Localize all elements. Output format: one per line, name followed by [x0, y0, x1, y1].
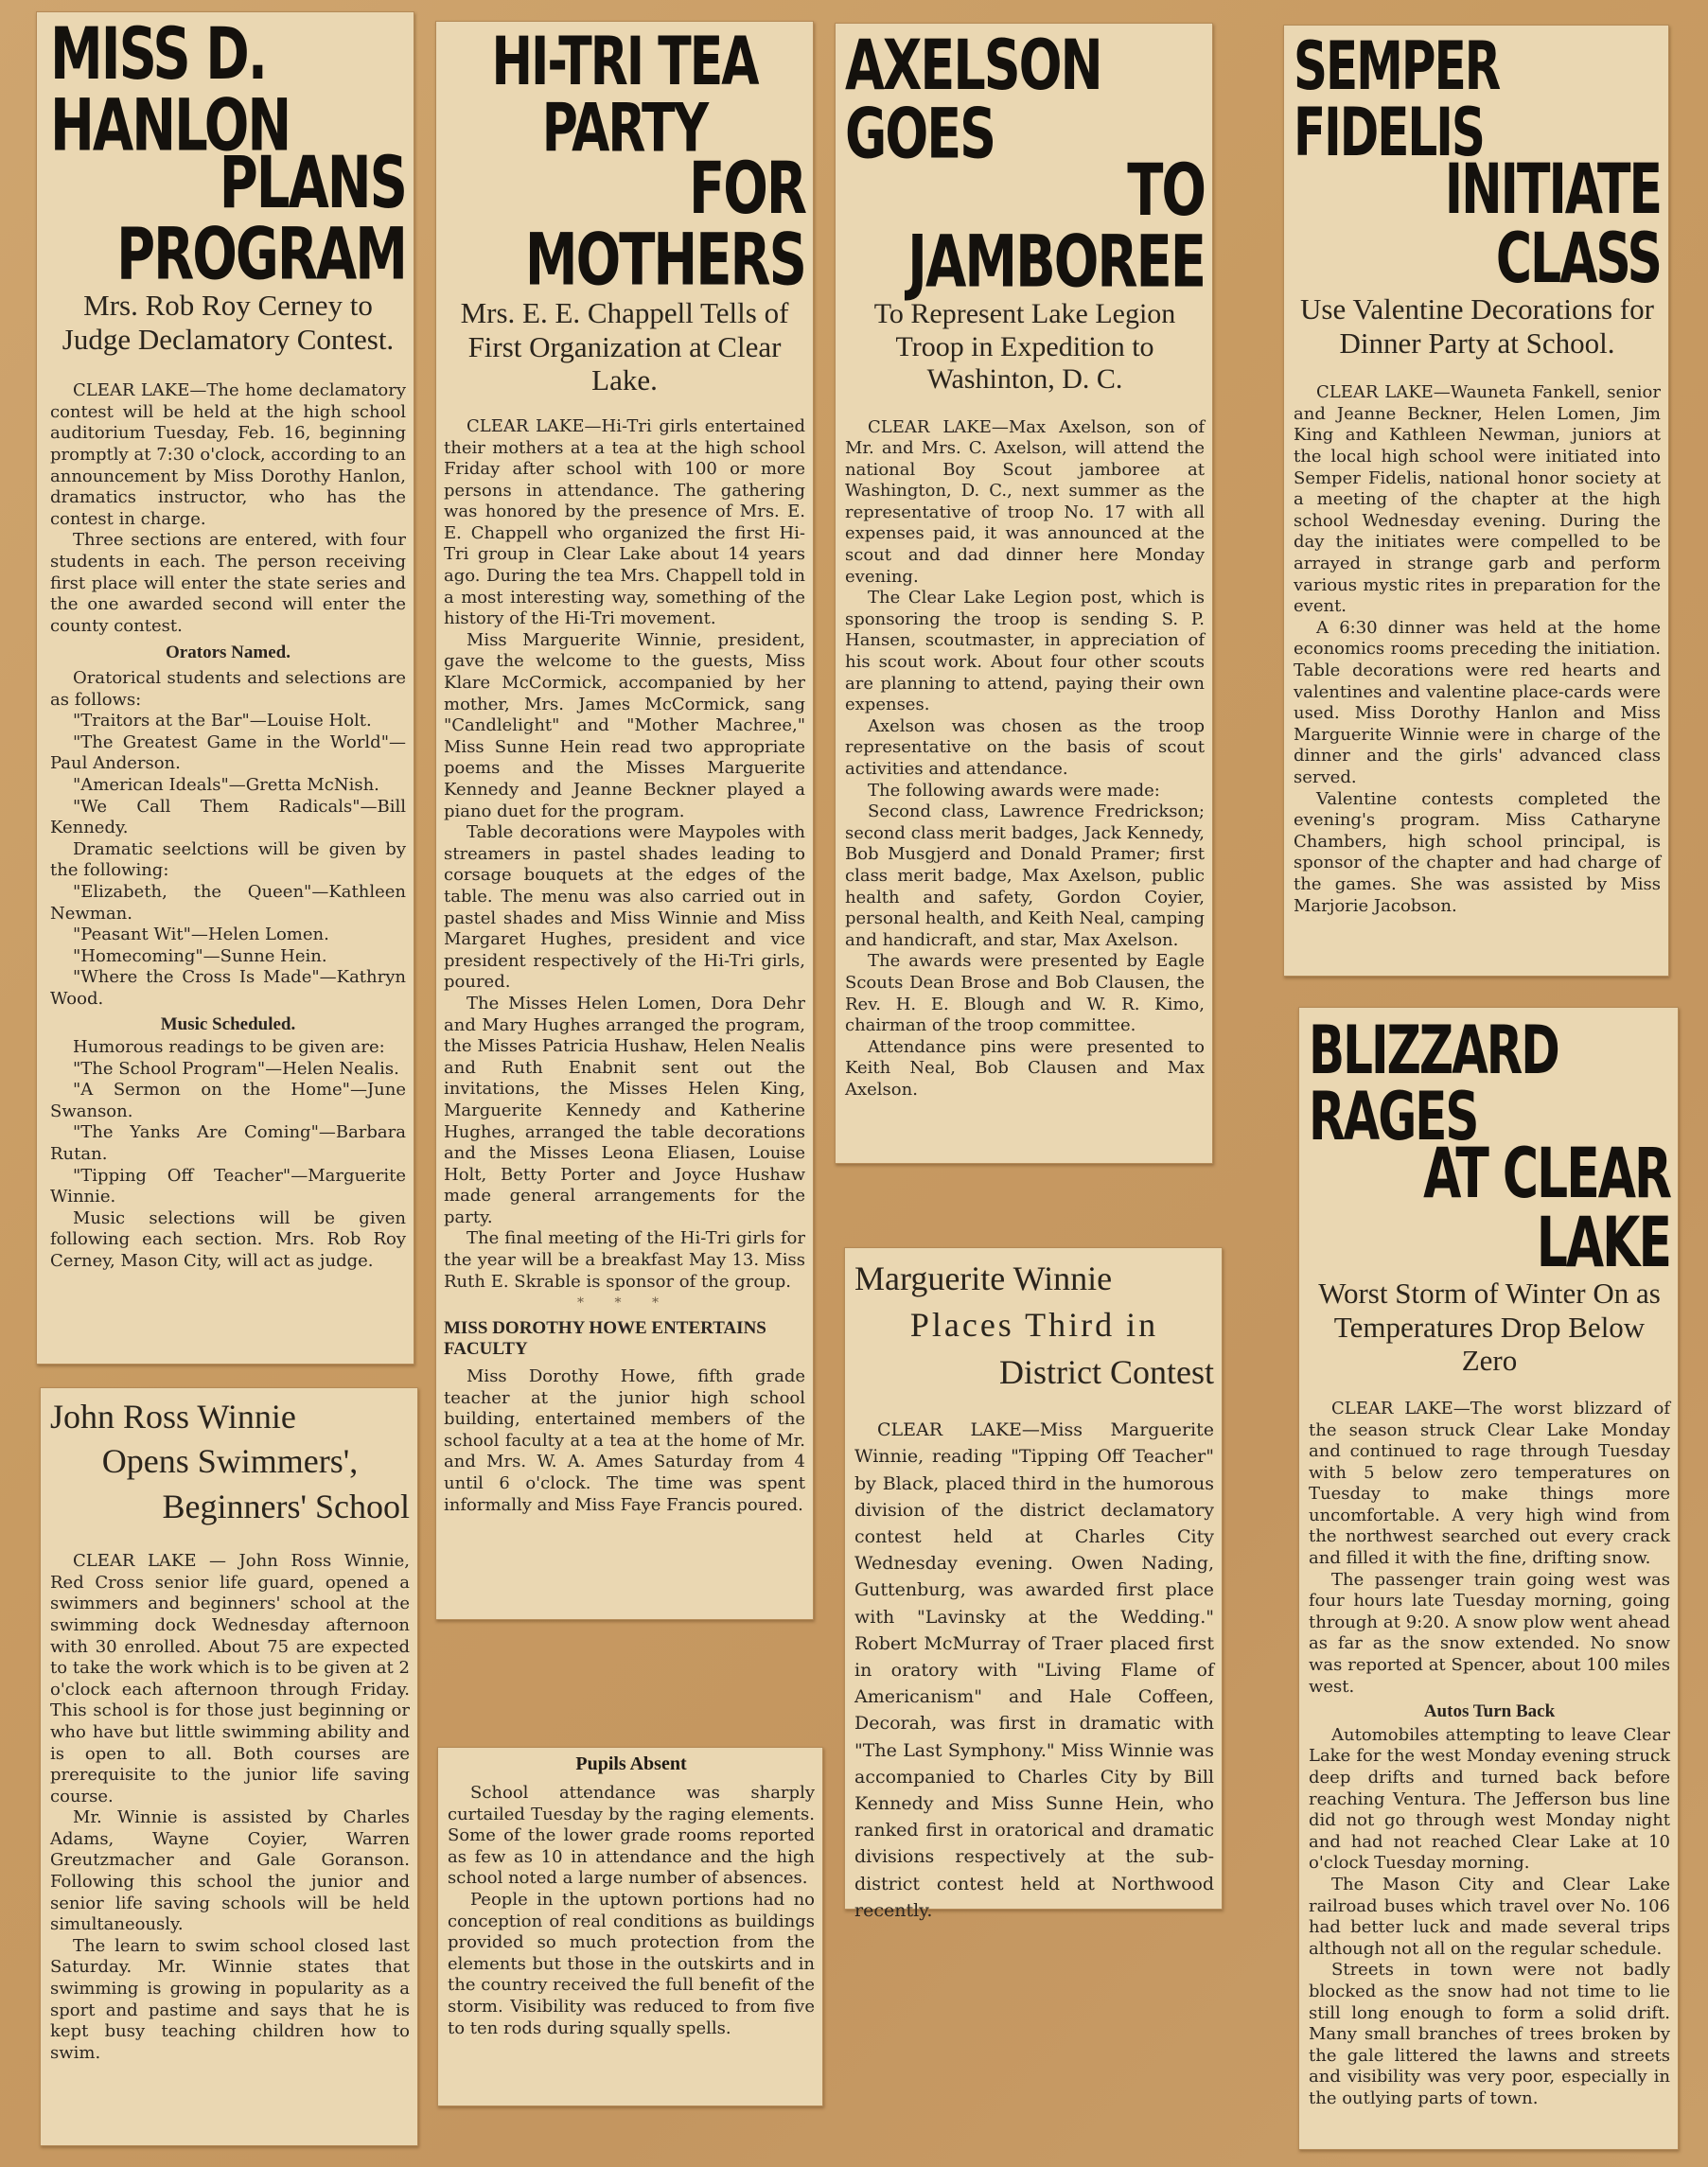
paragraph: The passenger train going west was four hours late Tuesday morning, going through at 9:20. A snow plow went ahead as far as the snow extended. No snow was reported at Spencer, about 100 miles west.	[1309, 1569, 1670, 1697]
headline-line-2: TO JAMBOREE	[907, 150, 1205, 305]
headline-line-2: INITIATE CLASS	[1444, 150, 1661, 300]
paragraph: Axelson was chosen as the troop representative on the basis of scout activities and attendance.	[845, 715, 1205, 779]
subhead: To Represent Lake Legion Troop in Expedition to Washinton, D. C.	[873, 298, 1176, 395]
paragraph: The awards were presented by Eagle Scouts Dean Brose and Bob Clausen, the Rev. H. E. Blough and W. R. Kimo, chairman of the troop committee.	[845, 951, 1205, 1036]
paragraph: "Elizabeth, the Queen"—Kathleen Newman.	[50, 881, 406, 924]
article-title: Pupils Absent	[575, 1753, 687, 1774]
paragraph: Miss Marguerite Winnie, president, gave the welcome to the guests, Miss Klare McCormick, accompanied by her mother, Mrs. James McCormick, sang "Candlelight" and "Mother Machree," Miss Sunne Hein read two appropriate poems and the Misses Marguerite Kennedy and Jeanne Beckner played a piano duet for the program.	[444, 629, 805, 821]
paragraph: The following awards were made:	[868, 780, 1160, 801]
headline-line-1: BLIZZARD RAGES	[1309, 1012, 1558, 1155]
clipping-axelson-jamboree	[835, 23, 1213, 1164]
headline-line-2: Opens Swimmers',	[101, 1442, 359, 1481]
paragraph: School attendance was sharply curtailed Tuesday by the raging elements. Some of the lower grade rooms reported as few as 10 in attendance and the high school noted a large number of absences.	[448, 1783, 815, 1889]
paragraph: Second class, Lawrence Fredrickson; second class merit badges, Jack Kennedy, Bob Musgjerd and Donald Pramer; first class merit badge, Max Axelson, public health and safety, Gordon Coyier, personal health, and Keith Neal, camping and handicraft, and star, Max Axelson.	[845, 802, 1205, 950]
paragraph: Miss Dorothy Howe, fifth grade teacher at the junior high school building, entertained members of the school faculty at a tea at the home of Mr. and Mrs. W. A. Ames Saturday from 4 until 6 o'clock. The time was spent informally and Miss Faye Francis poured.	[444, 1366, 805, 1515]
headline-line-2: AT CLEAR LAKE	[1423, 1135, 1670, 1284]
paragraph: The Clear Lake Legion post, which is sponsoring the troop is sending S. P. Hansen, scoutmaster, in appreciation of his scout work. About four other scouts are planning to attend, paying their own expenses.	[845, 588, 1205, 715]
subhead: Mrs. Rob Roy Cerney to Judge Declamatory Contest.	[62, 289, 395, 356]
paragraph: Table decorations were Maypoles with streamers in pastel shades leading to corsage bouquets at the edges of the table. The menu was also carried out in pastel shades and Miss Winnie and Miss Margaret Hughes, president and vice president respectively of the Hi-Tri girls, poured.	[444, 822, 805, 993]
article-body	[1294, 382, 1661, 917]
headline-line-2: Places Third in	[909, 1306, 1159, 1345]
article-body	[444, 416, 805, 1516]
paragraph: Streets in town were not badly blocked as the snow had not time to lie still long enough to form a solid drift. Many small branches of trees broken by the gale littered the lawns and streets and visibility was very poor, especially in the outlying parts of town.	[1309, 1960, 1670, 2108]
article-body	[845, 417, 1205, 1101]
headline-line-3: District Contest	[999, 1352, 1214, 1391]
paragraph: CLEAR LAKE—Max Axelson, son of Mr. and Mrs. C. Axelson, will attend the national Boy Scout jamboree at Washington, D. C., next summer as the representative of troop No. 17 with all expenses paid, it was announced at the scout and dad dinner here Monday evening.	[845, 416, 1205, 587]
subhead: Use Valentine Decorations for Dinner Party at School.	[1300, 292, 1654, 360]
paragraph: The Misses Helen Lomen, Dora Dehr and Mary Hughes arranged the program, the Misses Patricia Hushaw, Helen Nealis and Ruth Enabnit sent out the invitations, the Misses Helen King, Marguerite Kennedy and Katherine Hughes, arranged the table decorations and the Misses Leona Eliasen, Louise Holt, Betty Porter and Joyce Hushaw made general arrangements for the party.	[444, 993, 805, 1227]
paragraph: "American Ideals"—Gretta McNish.	[73, 774, 379, 795]
paragraph: Dramatic seelctions will be given by the following:	[50, 838, 406, 881]
section-subhead: Orators Named.	[166, 643, 291, 663]
headline-line-3: Beginners' School	[162, 1487, 410, 1525]
section-subhead: Music Scheduled.	[160, 1013, 296, 1034]
headline-line-1: SEMPER FIDELIS	[1294, 27, 1500, 171]
clipping-john-ross-winnie	[40, 1387, 418, 2146]
paragraph: "Traitors at the Bar"—Louise Holt.	[73, 711, 372, 731]
paragraph: "The School Program"—Helen Nealis.	[73, 1058, 399, 1079]
article-body	[50, 1551, 410, 2064]
paragraph: Oratorical students and selections are as follows:	[50, 668, 406, 710]
headline-line-2: FOR MOTHERS	[524, 148, 805, 303]
paragraph: "Homecoming"—Sunne Hein.	[73, 945, 327, 966]
paragraph: Mr. Winnie is assisted by Charles Adams, Wayne Coyier, Warren Greutzmacher and Gale Goranson. Following this school the junior and senior life saving schools will be held simultaneously.	[50, 1807, 410, 1935]
paragraph: Automobiles attempting to leave Clear Lake for the west Monday evening struck deep drifts and turned back before reaching Ventura. The Jefferson bus line did not go through west Monday night and had not reached Clear Lake at 10 o'clock Tuesday morning.	[1309, 1724, 1670, 1874]
clipping-hanlon	[36, 11, 414, 1365]
article-body	[50, 380, 406, 1272]
paragraph: "Where the Cross Is Made"—Kathryn Wood.	[50, 967, 406, 1009]
headline-line-1: MISS D. HANLON	[50, 13, 291, 168]
paragraph: The final meeting of the Hi-Tri girls for the year will be a breakfast May 13. Miss Ruth E. Skrable is sponsor of the group.	[444, 1228, 805, 1292]
paragraph: CLEAR LAKE—Miss Marguerite Winnie, reading "Tipping Off Teacher" by Black, placed third in the humorous division of the district declamatory contest held at Charles City Wednesday evening. Owen Nading, Guttenburg, was awarded first place with "Lavinsky at the Wedding." Robert McMurray of Traer placed first in oratory with "Living Flame of Americanism" and Hale Coffeen, Decorah, was first in dramatic with "The Last Symphony." Miss Winnie was accompanied to Charles City by Bill Kennedy and Miss Sunne Hein, who ranked first in oratorical and dramatic divisions respectively at the sub-district contest held at Northwood recently.	[854, 1419, 1214, 1921]
headline-line-1: HI-TRI TEA PARTY	[491, 24, 758, 167]
paragraph: Valentine contests completed the evening's program. Miss Catharyne Chambers, high school principal, is sponsor of the chapter and had charge of the games. She was assisted by Miss Marjorie Jacobson.	[1294, 788, 1661, 916]
paragraph: Three sections are entered, with four students in each. The person receiving first place will enter the state series and the one awarded second will enter the county contest.	[50, 530, 406, 636]
paragraph: "Peasant Wit"—Helen Lomen.	[73, 925, 329, 945]
paragraph: CLEAR LAKE — John Ross Winnie, Red Cross senior life guard, opened a swimmers and beginners' school at the swimming dock Wednesday afternoon with 30 enrolled. About 75 are expected to take the work which is to be given at 2 o'clock each afternoon through Friday. This school is for those just beginning or who have but little swimming ability and is open to all. Both courses are prerequisite to the junior life saving course.	[50, 1551, 410, 1806]
paragraph: The Mason City and Clear Lake railroad buses which travel over No. 106 had better luck and made several trips although not all on the regular schedule.	[1309, 1874, 1670, 1959]
clipping-pupils-absent	[437, 1747, 823, 2106]
article-body	[854, 1417, 1214, 1924]
paragraph: CLEAR LAKE—Hi-Tri girls entertained their mothers at a tea at the high school Friday after school with 100 or more persons in attendance. The gathering was honored by the presence of Mrs. E. E. Chappell who organized the first Hi-Tri group in Clear Lake about 14 years ago. During the tea Mrs. Chappell told in a most interesting way, something of the history of the Hi-Tri movement.	[444, 415, 805, 629]
sub-headline: MISS DOROTHY HOWE ENTERTAINS FACULTY	[444, 1317, 766, 1360]
paragraph: "Tipping Off Teacher"—Marguerite Winnie.	[50, 1165, 406, 1207]
paragraph: "The Yanks Are Coming"—Barbara Rutan.	[50, 1122, 406, 1165]
subhead: Mrs. E. E. Chappell Tells of First Organization at Clear Lake.	[460, 296, 789, 397]
paragraph: People in the uptown portions had no conception of real conditions as buildings provided so much protection from the elements but those in the outskirts and in the country received the full benefit of the storm. Visibility was reduced to from five to ten rods during squally spells.	[448, 1889, 815, 2038]
paragraph: CLEAR LAKE—The worst blizzard of the season struck Clear Lake Monday and continued to rage through Tuesday with 5 below zero temperatures on Tuesday to make things more uncomfortable. A very high wind from the northwest searched out every crack and filled it with the fine, drifting snow.	[1309, 1398, 1670, 1569]
paragraph: Music selections will be given following each section. Mrs. Rob Roy Cerney, Mason City, will act as judge.	[50, 1207, 406, 1272]
paragraph: Humorous readings to be given are:	[73, 1037, 385, 1058]
clipping-blizzard	[1298, 1007, 1679, 2150]
headline-line-1: John Ross Winnie	[50, 1398, 296, 1436]
headline-line-1: Marguerite Winnie	[854, 1260, 1113, 1297]
clipping-marguerite-winnie	[844, 1247, 1223, 1921]
paragraph: "A Sermon on the Home"—June Swanson.	[50, 1080, 406, 1121]
paragraph: "We Call Them Radicals"—Bill Kennedy.	[50, 796, 406, 838]
clipping-semper-fidelis	[1283, 25, 1669, 977]
paragraph: Attendance pins were presented to Keith Neal, Bob Clausen and Max Axelson.	[845, 1036, 1205, 1100]
headline-line-1: AXELSON GOES	[845, 25, 1101, 175]
paragraph: The learn to swim school closed last Saturday. Mr. Winnie states that swimming is growing in popularity as a sport and pastime and says that he is kept busy teaching children how to swim.	[50, 1935, 410, 2063]
paragraph: CLEAR LAKE—Wauneta Fankell, senior and Jeanne Beckner, Helen Lomen, Jim King and Kathleen Newman, juniors at the local high school were initiated into Semper Fidelis, national honor society at a meeting of the chapter at the high school Wednesday evening. During the day the initiates were compelled to be arrayed in strange garb and perform various mystic rites in preparation for the event.	[1294, 382, 1661, 617]
clipping-hi-tri-tea-party	[435, 21, 814, 1620]
article-body	[448, 1783, 815, 2039]
subhead: Worst Storm of Winter On as Temperatures Drop Below Zero	[1318, 1277, 1661, 1378]
separator-stars: * * *	[577, 1295, 672, 1312]
headline-line-2: PLANS PROGRAM	[116, 142, 406, 297]
section-subhead: Autos Turn Back	[1423, 1701, 1556, 1722]
article-body	[1309, 1399, 1670, 2110]
paragraph: "The Greatest Game in the World"—Paul Anderson.	[50, 731, 406, 774]
paragraph: CLEAR LAKE—The home declamatory contest will be held at the high school auditorium Tuesday, Feb. 16, beginning promptly at 7:30 o'clock, according to an announcement by Miss Dorothy Hanlon, dramatics instructor, who has the contest in charge.	[50, 380, 406, 529]
paragraph: A 6:30 dinner was held at the home economics rooms preceding the initiation. Table decorations were red hearts and valentines and valentine place-cards were used. Miss Dorothy Hanlon and Miss Marguerite Winnie were in charge of the dinner and the girls' advanced class served.	[1294, 617, 1661, 787]
